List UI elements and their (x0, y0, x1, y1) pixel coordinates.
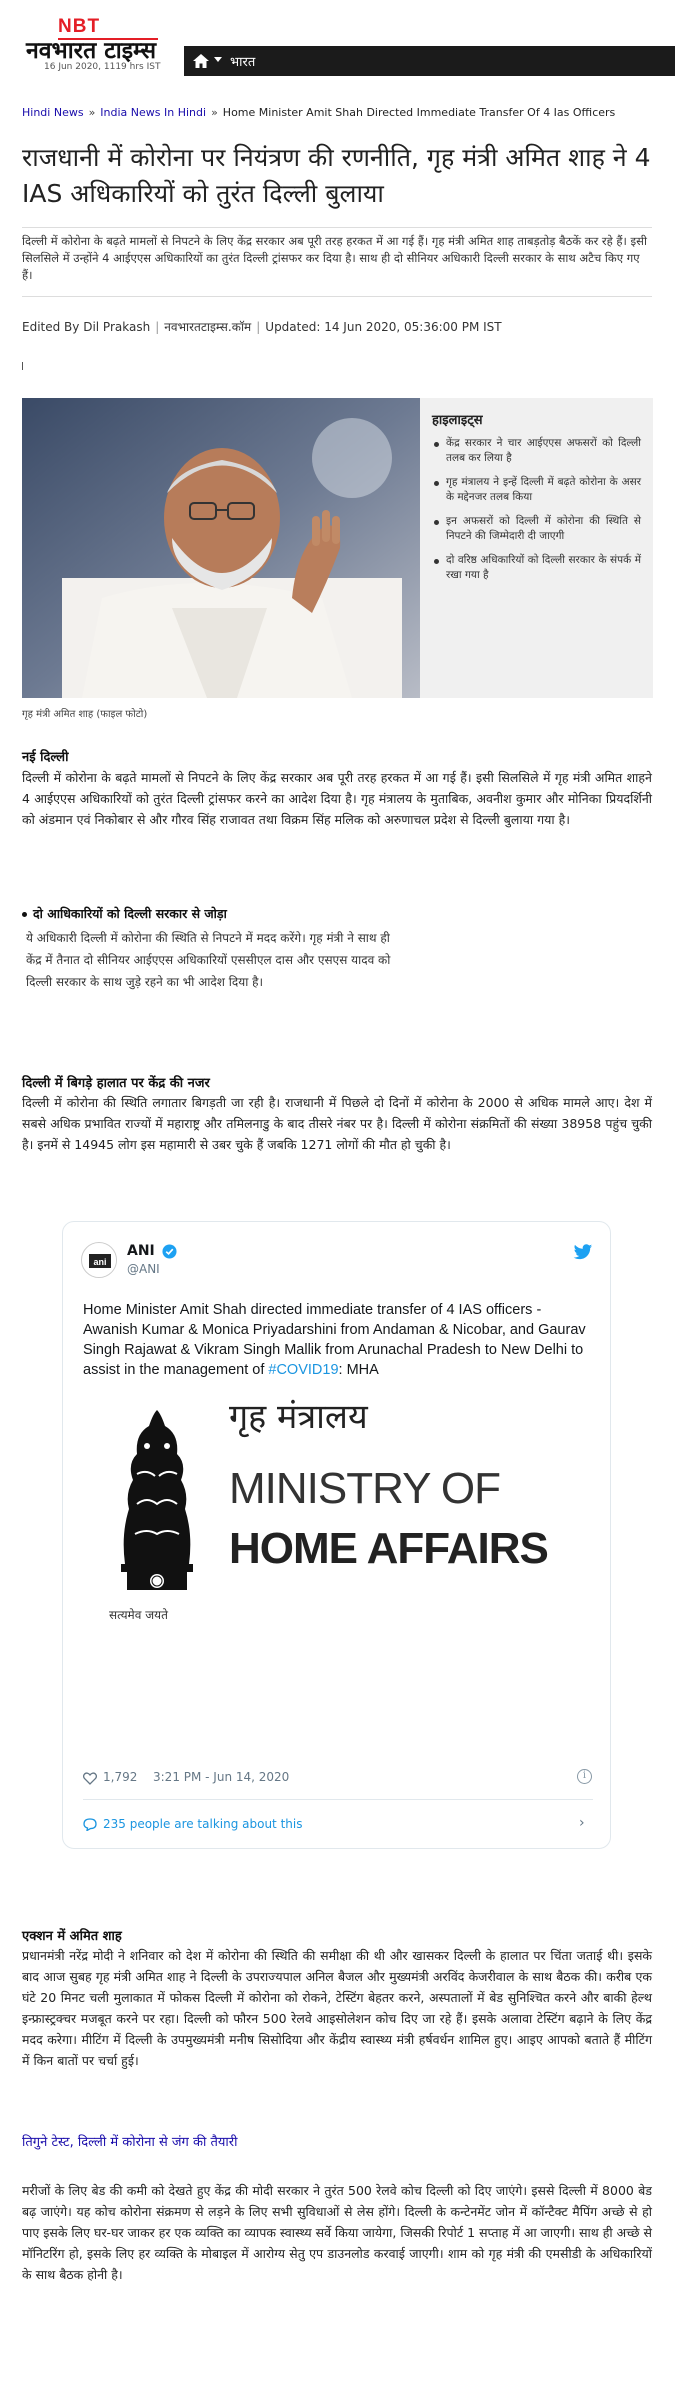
tweet-author-name[interactable]: ANI (127, 1243, 155, 1259)
twitter-bird-icon[interactable] (573, 1244, 593, 1261)
like-count[interactable]: 1,792 (103, 1770, 138, 1784)
heart-icon[interactable] (83, 1772, 97, 1785)
talking-link[interactable]: 235 people are talking about this (103, 1817, 303, 1831)
top-nav (184, 46, 675, 76)
highlight-item: गृह मंत्रालय ने इन्हें दिल्ली में बढ़ते कोरोना के असर के मद्देनजर तलब किया (432, 475, 641, 505)
breadcrumb-home[interactable]: Hindi News (22, 106, 84, 119)
info-icon[interactable]: i (577, 1769, 592, 1784)
breadcrumb-india-news[interactable]: India News In Hindi (100, 106, 207, 119)
highlight-item: केंद्र सरकार ने चार आईएएस अफसरों को दिल्ली तलब कर लिया है (432, 436, 641, 466)
divider (22, 362, 23, 370)
hero-image[interactable] (22, 398, 420, 698)
paragraph: दिल्ली में कोरोना के बढ़ते मामलों से निपटने के लिए केंद्र सरकार अब पूरी तरह हरकत में आ गई हैं। इसी सिलसिले में गृह मंत्री अमित शाहने 4 आईएएस अधिकारियों को तुरंत दिल्ली ट्रांसफर करने का आदेश दिया है। गृह मंत्रालय के मुताबिक, अवनीश कुमार और मोनिका प्रियदर्शिनी को अंडमान एवं निकोबार से और गौरव सिंह राजावत तथा विक्रम सिंह मलिक को अरुणाचल प्रदेश से दिल्ली बुलाया गया है। (22, 770, 652, 827)
verified-icon (162, 1244, 177, 1259)
section-heading: दिल्ली में बिगड़े हालात पर केंद्र की नजर (22, 1076, 210, 1091)
byline: Edited By Dil Prakash | नवभारतटाइम्स.कॉम | Updated: 14 Jun 2020, 05:36:00 PM IST (22, 320, 502, 334)
paragraph: मरीजों के लिए बेड की कमी को देखते हुए केंद्र की मोदी सरकार ने तुरंत 500 रेलवे कोच दिल्ली को दिए जाएंगे। इससे दिल्ली में 8000 बेड बढ़ जाएंगे। यह कोच कोरोना संक्रमण से लड़ने के लिए सभी सुविधाओं से लेस होंगे। दिल्ली के कन्टेनमेंट जोन में कॉन्टैक्ट मैपिंग अच्छे से हो पाए इसके लिए घर-घर जाकर हर एक व्यक्ति का व्यापक स्वास्थ्य सर्वे किया जायेगा, जिसकी रिपोर्ट 1 सप्ताह में आ जाएगी। साथ ही अच्छे से मॉनिटरिंग हो, इसके लिए हर व्यक्ति के मोबाइल में आरोग्य सेतु एप डाउनलोड करवाई जाएगी। शाम को गृह मंत्री की एमसीडी के अधिकारियों के साथ बैठक होनी है। (22, 2183, 652, 2282)
breadcrumb-current: Home Minister Amit Shah Directed Immediate Transfer Of 4 Ias Officers (222, 106, 616, 119)
site-logo[interactable] (22, 16, 182, 76)
tweet-divider (83, 1799, 593, 1800)
national-emblem-icon (107, 1384, 207, 1614)
logo-hindi: नवभारत टाइम्स (26, 38, 157, 64)
svg-text:ani: ani (93, 1257, 107, 1267)
ministry-en-line1: MINISTRY OF (229, 1464, 500, 1513)
image-caption: गृह मंत्री अमित शाह (फाइल फोटो) (22, 709, 148, 720)
article-summary: दिल्ली में कोरोना के बढ़ते मामलों से निपटने के लिए केंद्र सरकार अब पूरी तरह हरकत में आ गई हैं। गृह मंत्री अमित शाह ताबड़तोड़ बैठकें कर रहे हैं। इसी सिलसिले में उन्होंने 4 आईएएस अधिकारियों का तुरंत दिल्ली ट्रांसफर कर दिया है। साथ ही दो सीनियर अधिकारी दिल्ली सरकार के साथ अटैच किए गए हैं। (22, 234, 647, 282)
comment-icon (83, 1818, 97, 1831)
updated-time: Updated: 14 Jun 2020, 05:36:00 PM IST (265, 320, 502, 334)
hashtag-link[interactable]: #COVID19 (268, 1362, 339, 1378)
highlights-box (420, 398, 653, 698)
tweet-text: Home Minister Amit Shah directed immediate transfer of 4 IAS officers - Awanish Kumar & Monica Priyadarshini from Andaman & Nicobar, and Gaurav Singh Rajawat & Vikram Singh Mallik from Arunachal Pradesh to New Delhi to assist in the management of #COVID19: MHA (83, 1302, 586, 1378)
chevron-down-icon[interactable] (214, 57, 222, 62)
paragraph: दिल्ली में कोरोना की स्थिति लगातार बिगड़ती जा रही है। राजधानी में पिछले दो दिनों में कोरोना के 2000 से अधिक मामले आए। देश में सबसे अधिक प्रभावित राज्यों में महाराष्ट्र और तमिलनाडु के बाद तीसरे नंबर पर है। दिल्ली में कोरोना संक्रमितों की संख्या 38958 पहुंच चुकी है। इनमें से 14945 लोग इस महामारी से उबर चुके हैं जबकि 1271 लोगों की मौत हो चुकी है। (22, 1095, 652, 1152)
emblem-motto: सत्यमेव जयते (109, 1608, 168, 1622)
section-heading: एक्शन में अमित शाह (22, 1929, 122, 1944)
header-date: 16 Jun 2020, 1119 hrs IST (44, 62, 161, 72)
highlight-item: दो वरिष्ठ अधिकारियों को दिल्ली सरकार के संपर्क में रखा गया है (432, 553, 641, 583)
related-link[interactable]: तिगुने टेस्ट, दिल्ली में कोरोना से जंग की तैयारी (22, 2135, 238, 2150)
tweet-handle[interactable]: @ANI (127, 1262, 160, 1276)
highlight-item: इन अफसरों को दिल्ली में कोरोना की स्थिति से निपटने की जिम्मेदारी दी जाएगी (432, 514, 641, 544)
site-header (0, 0, 675, 88)
breadcrumb: Hindi News » India News In Hindi » Home Minister Amit Shah Directed Immediate Transfer Of 4 Ias Officers (22, 106, 616, 119)
author[interactable]: Edited By Dil Prakash (22, 320, 151, 334)
nav-item-india[interactable]: भारत (230, 55, 256, 70)
ministry-en-line2: HOME AFFAIRS (229, 1524, 548, 1573)
bullet-heading: दो आधिकारियों को दिल्ली सरकार से जोड़ा (22, 905, 227, 922)
home-icon[interactable] (192, 53, 210, 69)
highlights-title: हाइलाइट्स (432, 413, 483, 428)
embedded-tweet[interactable] (62, 1221, 611, 1849)
paragraph: प्रधानमंत्री नरेंद्र मोदी ने शनिवार को देश में कोरोना की स्थिति की समीक्षा की थी और खासकर दिल्ली के हालात पर चिंता जताई थी। इसके बाद आज सुबह गृह मंत्री अमित शाह ने दिल्ली के उपराज्यपाल अनिल बैजल और मुख्यमंत्री अरविंद केजरीवाल के साथ बैठक की। करीब एक घंटे 20 मिनट चली मुलाकात में फोकस दिल्ली में कोरोना को रोकने, टेस्टिंग बेहतर करने, अस्पतालों में बेड सुनिश्चित करने और बाकी हेल्थ इन्फ्रास्ट्रक्चर मजबूत करने पर रहा। दिल्ली को फौरन 500 रेलवे आइसोलेशन कोच दिए जा रहे हैं। इसके अलावा टेस्टिंग बढ़ाने के लिए केंद्र मदद करेगा। मीटिंग में दिल्ली के उपमुख्यमंत्री मनीष सिसोदिया और केंद्रीय स्वास्थ्य मंत्री हर्षवर्धन शामिल हुए। आइए आपको बताते हैं मीटिंग में किन बातों पर चर्चा हुई। (22, 1948, 652, 2068)
tweet-media[interactable] (83, 1372, 593, 1622)
article-title: राजधानी में कोरोना पर नियंत्रण की रणनीति, गृह मंत्री अमित शाह ने 4 IAS अधिकारियों को तुरंत दिल्ली बुलाया (22, 143, 651, 208)
bullet-text: ये अधिकारी दिल्ली में कोरोना की स्थिति से निपटने में मदद करेंगे। गृह मंत्री ने साथ ही केंद्र में तैनात दो सीनियर आईएएस अधिकारियों एससीएल दास और एसएस यादव को दिल्ली सरकार के साथ जुड़े रहने का भी आदेश दिया है। (26, 931, 391, 989)
source: नवभारतटाइम्स.कॉम (164, 320, 252, 334)
chevron-right-icon[interactable]: › (579, 1815, 585, 1831)
ministry-hindi-text: गृह मंत्रालय (229, 1397, 368, 1437)
logo-nbt: NBT (58, 16, 101, 37)
ani-avatar[interactable] (81, 1242, 117, 1278)
section-heading: नई दिल्ली (22, 750, 69, 765)
tweet-timestamp[interactable]: 3:21 PM - Jun 14, 2020 (153, 1770, 290, 1784)
amit-shah-photo (22, 398, 420, 698)
